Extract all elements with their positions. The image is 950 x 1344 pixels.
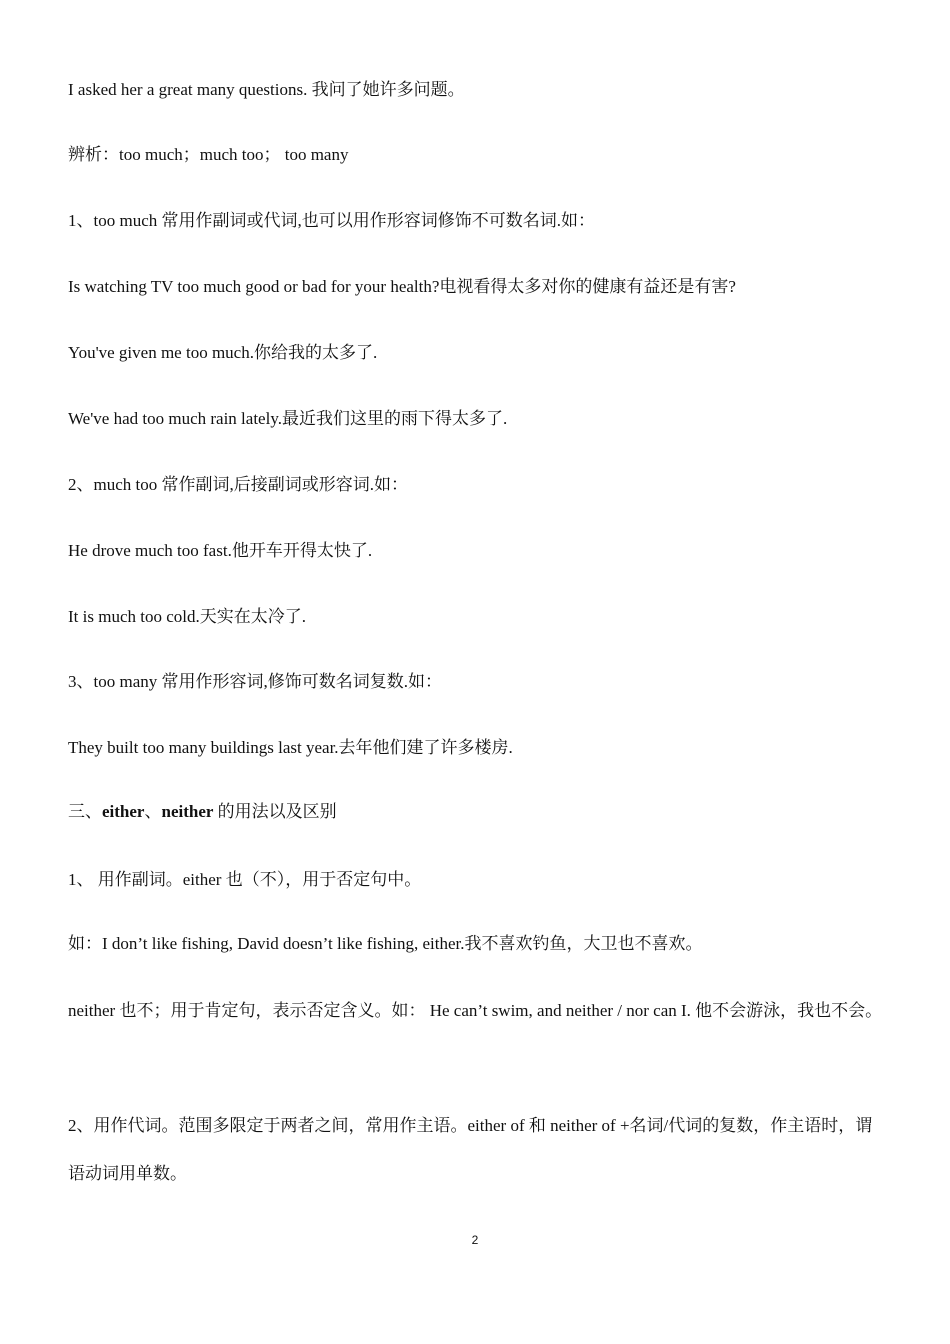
- example-cold: It is much too cold.天实在太冷了.: [68, 607, 306, 626]
- analysis-label: 辨析：too much；much too； too many: [68, 145, 349, 164]
- rule-too-many: 3、too many 常用作形容词,修饰可数名词复数.如：: [68, 672, 442, 691]
- example-rain: We've had too much rain lately.最近我们这里的雨下得太多了.: [68, 409, 508, 428]
- heading-either: either: [102, 802, 145, 821]
- rule-too-much: 1、too much 常用作副词或代词,也可以用作形容词修饰不可数名词.如：: [68, 211, 595, 230]
- page-number: 2: [471, 1233, 479, 1247]
- example-buildings: They built too many buildings last year.去年他们建了许多楼房.: [68, 738, 513, 757]
- heading-sep: 、: [144, 802, 162, 821]
- heading-suffix: 的用法以及区别: [213, 802, 337, 821]
- rule-either-adverb: 1、 用作副词。either 也（不），用于否定句中。: [68, 870, 422, 889]
- heading-neither: neither: [161, 802, 214, 821]
- example-tv: Is watching TV too much good or bad for your health?电视看得太多对你的健康有益还是有害?: [68, 277, 736, 296]
- rule-neither-adverb: neither 也不；用于肯定句，表示否定含义。如： He can’t swim, and neither / nor can I. 他不会游泳，我也不会。: [68, 1001, 883, 1020]
- example-given: You've given me too much.你给我的太多了.: [68, 343, 378, 362]
- rule-pronoun: 2、用作代词。范围多限定于两者之间，常用作主语。either of 和 neither of +名词/代词的复数，作主语时，谓语动词用单数。: [68, 1116, 873, 1183]
- rule-much-too: 2、much too 常作副词,后接副词或形容词.如：: [68, 475, 408, 494]
- heading-prefix: 三、: [68, 802, 102, 821]
- example-sentence-questions: I asked her a great many questions. 我问了她许多问题。: [68, 80, 465, 99]
- section-heading-either-neither: [68, 801, 888, 823]
- example-drove: He drove much too fast.他开车开得太快了.: [68, 541, 373, 560]
- example-fishing: 如：I don’t like fishing, David doesn’t like fishing, either.我不喜欢钓鱼，大卫也不喜欢。: [68, 934, 703, 953]
